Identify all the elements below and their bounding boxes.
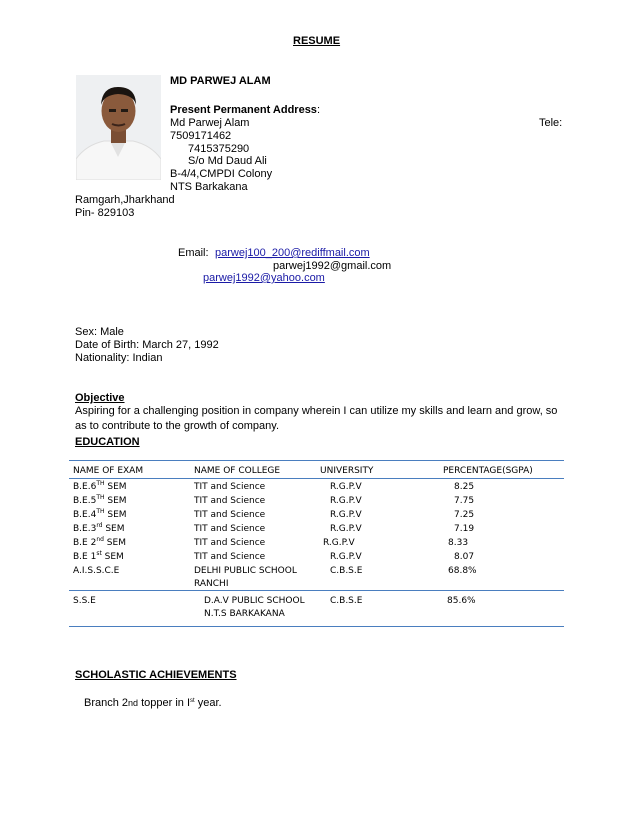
cell-exam-suffix: SEM (102, 524, 125, 534)
cell-score: 85.6% (447, 596, 476, 606)
date-of-birth: Date of Birth: March 27, 1992 (75, 339, 219, 351)
cell-university: R.G.P.V (330, 524, 362, 534)
education-heading: EDUCATION (75, 436, 140, 448)
cell-college: TIT and Science (194, 538, 266, 548)
cell-exam-suffix: SEM (104, 496, 127, 506)
cell-exam-text: B.E.5 (73, 496, 97, 506)
cell-university: R.G.P.V (323, 538, 355, 548)
nationality: Nationality: Indian (75, 352, 163, 364)
cell-score: 7.25 (454, 510, 475, 520)
cell-exam-text: S.S.E (73, 596, 96, 606)
cell-exam-text: B.E 1 (73, 552, 97, 562)
cell-exam (73, 565, 119, 578)
table-row (73, 495, 563, 508)
cell-college: D.A.V PUBLIC SCHOOL (204, 596, 305, 606)
cell-exam-sup: nd (96, 536, 104, 543)
email-link-rediffmail[interactable]: parwej100_200@rediffmail.com (215, 247, 370, 259)
achievement-text-e: year. (194, 697, 222, 709)
cell-score: 68.8% (448, 566, 477, 576)
header-college: NAME OF COLLEGE (194, 466, 281, 476)
candidate-name: MD PARWEJ ALAM (170, 75, 271, 87)
cell-college: DELHI PUBLIC SCHOOL (194, 566, 297, 576)
email-link-yahoo[interactable]: parwej1992@yahoo.com (203, 272, 325, 284)
cell-exam-sup: st (96, 550, 102, 557)
table-row (73, 509, 563, 522)
cell-exam (73, 481, 127, 494)
achievement-item (84, 697, 222, 710)
cell-exam-text: B.E.4 (73, 510, 97, 520)
cell-exam-sup: TH (96, 480, 105, 487)
address-line-name: Md Parwej Alam (170, 117, 250, 129)
achievement-text-d: st (190, 698, 195, 704)
objective-text-line2: as to contribute to the growth of company. (75, 420, 280, 432)
cell-exam (73, 537, 126, 550)
table-row (73, 551, 563, 564)
table-top-rule (69, 460, 564, 461)
cell-university: C.B.S.E (330, 566, 363, 576)
table-mid-rule (69, 590, 564, 591)
address-line-colony: B-4/4,CMPDI Colony (170, 168, 273, 180)
achievement-text-b: nd (128, 698, 139, 708)
cell-exam-text: A.I.S.S.C.E (73, 566, 120, 576)
table-row (73, 481, 563, 494)
cell-university: C.B.S.E (330, 596, 363, 606)
address-heading (170, 104, 320, 117)
cell-exam (73, 523, 125, 536)
achievements-heading: SCHOLASTIC ACHIEVEMENTS (75, 669, 237, 681)
cell-score: 8.25 (454, 482, 475, 492)
cell-college: TIT and Science (194, 524, 266, 534)
address-heading-colon: : (316, 104, 320, 116)
achievement-text-c: topper in I (138, 697, 191, 709)
address-line-town: NTS Barkakana (170, 181, 248, 193)
cell-exam (73, 495, 127, 508)
cell-score: 7.75 (454, 496, 475, 506)
cell-university: R.G.P.V (330, 510, 362, 520)
cell-exam-sup: TH (96, 508, 105, 515)
header-percentage: PERCENTAGE(SGPA) (443, 466, 533, 476)
tele-label: Tele: (539, 117, 563, 129)
cell-exam-text: B.E 2 (73, 538, 97, 548)
table-row (73, 595, 563, 621)
achievement-text-a: Branch 2 (84, 697, 129, 709)
resume-title: RESUME (293, 35, 341, 47)
email-gmail: parwej1992@gmail.com (273, 260, 392, 272)
cell-score: 7.19 (454, 524, 475, 534)
objective-heading: Objective (75, 392, 125, 404)
address-heading-label: Present Permanent Address (170, 104, 317, 116)
cell-exam-text: B.E.6 (73, 482, 97, 492)
cell-score: 8.33 (448, 538, 469, 548)
address-pin: Pin- 829103 (75, 207, 135, 219)
address-line-so: S/o Md Daud Ali (188, 155, 267, 167)
table-row (73, 523, 563, 536)
cell-exam (73, 595, 96, 608)
profile-photo (76, 75, 161, 180)
phone-2: 7415375290 (188, 143, 250, 155)
table-row (73, 565, 563, 591)
person-photo-icon (76, 75, 161, 180)
cell-exam (73, 509, 127, 522)
table-bottom-rule (69, 626, 564, 627)
objective-text-line1: Aspiring for a challenging position in company wherein I can utilize my skills and learn and grow, so (75, 405, 558, 417)
cell-college: TIT and Science (194, 510, 266, 520)
cell-exam-suffix: SEM (104, 482, 127, 492)
cell-exam-sup: TH (96, 494, 105, 501)
cell-college-line2: N.T.S BARKAKANA (204, 609, 285, 619)
cell-exam-suffix: SEM (104, 510, 127, 520)
table-row (73, 537, 563, 550)
table-header-rule (69, 478, 564, 479)
cell-university: R.G.P.V (330, 482, 362, 492)
cell-exam-suffix: SEM (101, 552, 124, 562)
header-exam: NAME OF EXAM (73, 466, 144, 476)
header-university: UNIVERSITY (320, 466, 374, 476)
cell-exam-suffix: SEM (103, 538, 126, 548)
cell-university: R.G.P.V (330, 496, 362, 506)
cell-college-line2: RANCHI (194, 579, 229, 589)
address-line-state: Ramgarh,Jharkhand (75, 194, 175, 206)
cell-university: R.G.P.V (330, 552, 362, 562)
cell-score: 8.07 (454, 552, 475, 562)
cell-exam-text: B.E.3 (73, 524, 97, 534)
cell-college: TIT and Science (194, 482, 266, 492)
phone-1: 7509171462 (170, 130, 232, 142)
cell-college: TIT and Science (194, 552, 266, 562)
cell-exam (73, 551, 124, 564)
cell-college: TIT and Science (194, 496, 266, 506)
cell-exam-sup: rd (96, 522, 103, 529)
sex: Sex: Male (75, 326, 124, 338)
email-label: Email: (178, 247, 209, 259)
